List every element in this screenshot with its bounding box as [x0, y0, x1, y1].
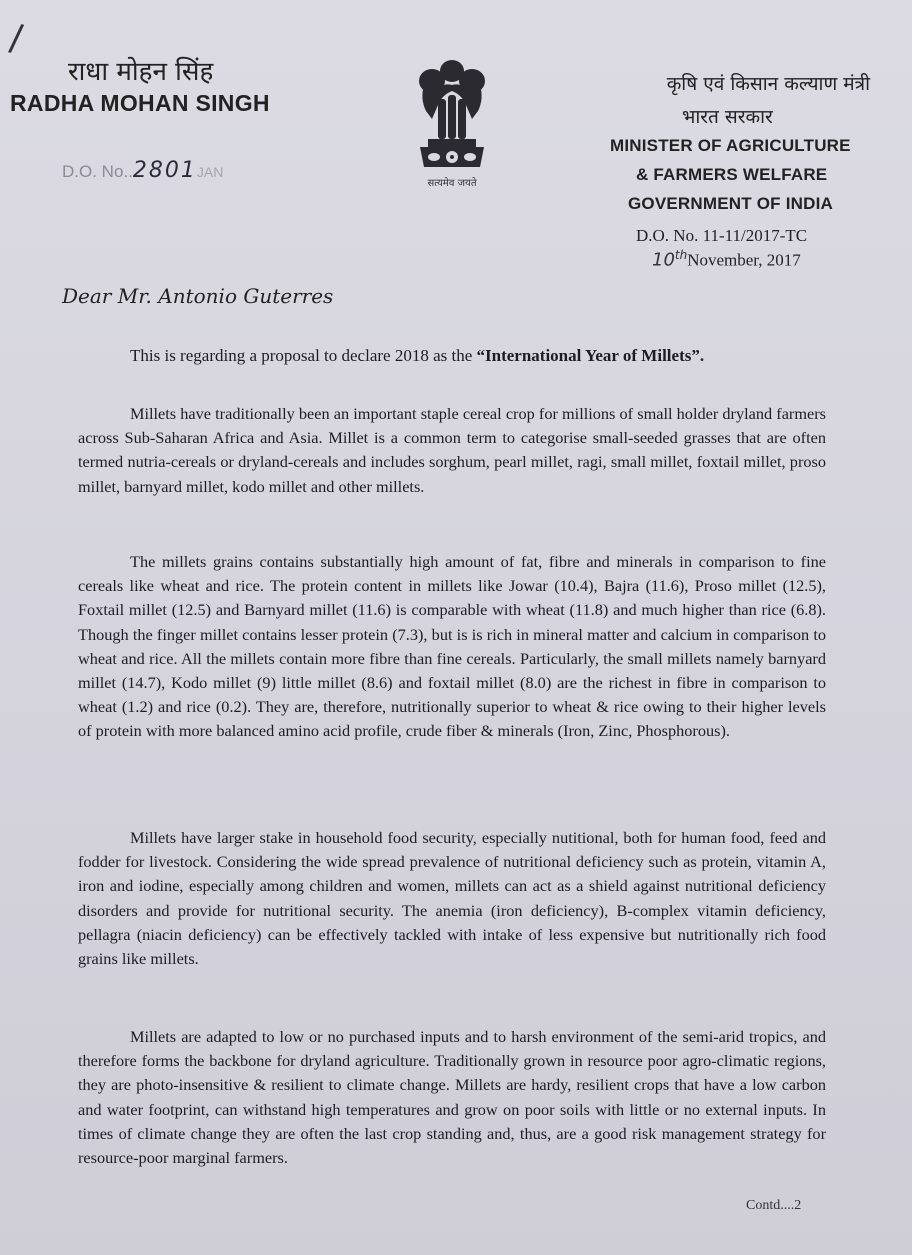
- handwritten-slash-mark: /: [7, 17, 25, 60]
- minister-title-line3: GOVERNMENT OF INDIA: [628, 194, 833, 213]
- paragraph-millets-intro: Millets have traditionally been an important staple cereal crop for millions of small holder dryland farmers across Sub-Saharan Africa and Asia. Millet is a common term to categorise small-seeded grasses that are often termed nutria-cereals or dryland-cereals and includes sorghum, pearl millet, ragi, small millet, foxtail millet, proso millet, barnyard millet, kodo millet and other millets.: [78, 404, 826, 496]
- minister-title-line1: MINISTER OF AGRICULTURE: [610, 136, 851, 155]
- continuation-marker: Contd....2: [746, 1198, 802, 1213]
- intro-line: [130, 346, 704, 366]
- do-number-stamp: [62, 158, 223, 183]
- do-number-handwritten: 2801: [132, 158, 197, 183]
- paragraph-nutrition: The millets grains contains substantially high amount of fat, fibre and minerals in comparison to fine cereals like wheat and rice. The protein content in millets like Jowar (10.4), Bajra (11.6), Proso millet (12.5), Foxtail millet (12.5) and Barnyard millet (11.6) is comparable with wheat (11.8) and much higher than rice (6.8). Though the finger millet contains lesser protein (7.3), but is is rich in mineral matter and calcium in comparison to wheat and rice. All the millets contain more fibre than fine cereals. Particularly, the small millets namely barnyard millet (14.7), Kodo millet (9) little millet (8.6) and foxtail millet (8.0) are the richest in fibre in comparison to wheat (1.2) and rice (0.2). They are, therefore, nutritionally superior to wheat & rice owing to their higher levels of protein with more balanced amino acid profile, crude fiber & minerals (Iron, Zinc, Phosphorous).: [78, 552, 826, 741]
- emblem-motto: सत्यमेव जयते: [427, 178, 477, 189]
- letter-date: [652, 248, 801, 271]
- paragraph-food-security: Millets have larger stake in household food security, especially nutitional, both for human food, feed and fodder for livestock. Considering the wide spread prevalence of nutritional deficiency such as protein, vitamin A, iron and iodine, especially among children and women, millets can act as a shield against nutritional deficiency disorders and provide for nutritional security. The anemia (iron deficiency), B-complex vitamin deficiency, pellagra (niacin deficiency) can be effectively tackled with intake of less expensive but nutritionally rich food grains like millets.: [78, 828, 826, 969]
- government-hindi: भारत सरकार: [682, 106, 773, 128]
- minister-title-hindi: कृषि एवं किसान कल्याण मंत्री: [666, 73, 870, 95]
- intro-emphasis: “International Year of Millets”.: [476, 346, 705, 365]
- date-day-handwritten: 10: [652, 249, 675, 271]
- date-month-year: November, 2017: [687, 250, 801, 270]
- minister-name-english: RADHA MOHAN SINGH: [10, 90, 270, 116]
- date-ordinal-handwritten: th: [674, 248, 688, 262]
- minister-name-hindi: राधा मोहन सिंह: [68, 57, 214, 87]
- salutation: Dear Mr. Antonio Guterres: [62, 284, 334, 308]
- intro-text: This is regarding a proposal to declare 2018 as the: [130, 346, 477, 365]
- do-suffix: JAN: [196, 164, 224, 180]
- paragraph-climate-resilience: Millets are adapted to low or no purchased inputs and to harsh environment of the semi-arid tropics, and therefore forms the backbone for dryland agriculture. Traditionally grown in resource poor agro-climatic regions, they are photo-insensitive & resilient to climate change. Millets are hardy, resilient crops that have a low carbon and water footprint, can withstand high temperatures and grow on poor soils with little or no external inputs. In times of climate change they are often the last crop standing and, thus, are a good risk management strategy for resource-poor marginal farmers.: [78, 1027, 826, 1168]
- reference-number: D.O. No. 11-11/2017-TC: [636, 226, 808, 245]
- minister-title-line2: & FARMERS WELFARE: [636, 165, 828, 184]
- national-emblem-icon: [402, 55, 502, 175]
- do-prefix: D.O. No..: [62, 162, 133, 181]
